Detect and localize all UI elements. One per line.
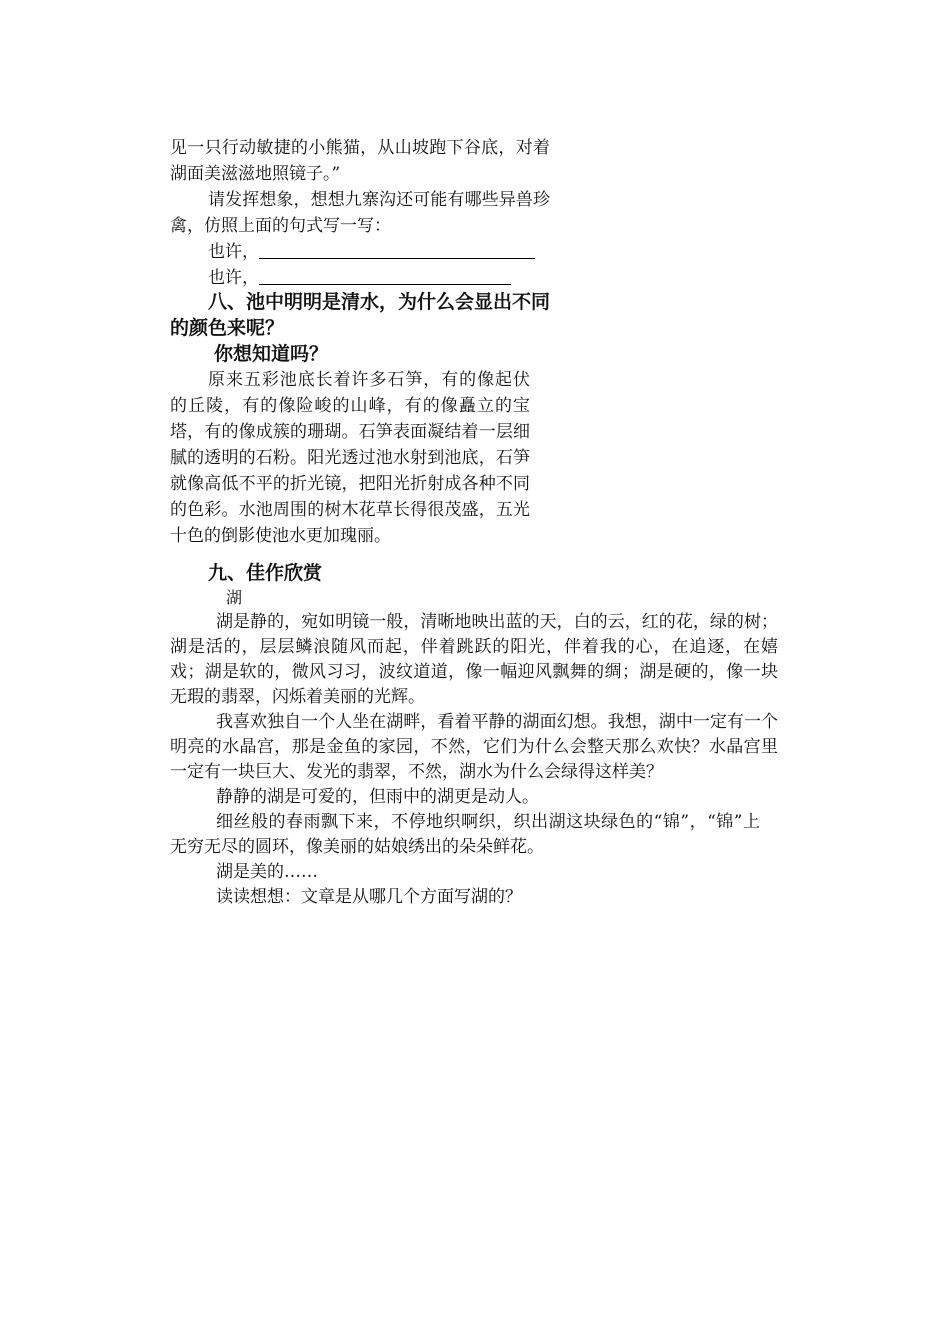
fill-blank-underline-1[interactable] [259, 240, 535, 259]
section9-heading: 九、佳作欣赏 [208, 562, 323, 584]
section8-body: 原来五彩池底长着许多石笋，有的像起伏的丘陵，有的像险峻的山峰，有的像矗立的宝塔，有的像成簇的珊瑚。石笋表面凝结着一层细腻的透明的石粉。阳光透过池水射到池底，石笋就像高低不平的折光镜，把阳光折射成各种不同的色彩。水池周围的树木花草长得很茂盛，五光十色的倒影使池水更加瑰丽。 [170, 370, 530, 546]
section9-header [170, 560, 550, 610]
essay-paragraph: 细丝般的春雨飘下来，不停地织啊织，织出湖这块绿色的“锦”，“锦”上无穷无尽的圆环，像美丽的姑娘绣出的朵朵鲜花。 [170, 812, 760, 857]
essay-paragraph: 静静的湖是可爱的，但雨中的湖更是动人。 [216, 787, 539, 807]
section7 [170, 135, 550, 291]
fill-blank-line-1 [170, 239, 550, 265]
section8-subheading: 你想知道吗？ [214, 343, 329, 365]
reading-question: 读读想想：文章是从哪几个方面写湖的？ [216, 887, 522, 907]
fill-blank-label-2: 也许， [208, 268, 259, 288]
section8 [170, 289, 550, 549]
section7-prompt: 请发挥想象，想想九寨沟还可能有哪些异兽珍禽，仿照上面的句式写一写： [170, 190, 550, 236]
section8-heading: 八、池中明明是清水，为什么会显出不同的颜色来呢？ [170, 291, 551, 339]
section7-paragraph: 见一只行动敏捷的小熊猫，从山坡跑下谷底，对着湖面美滋滋地照镜子。” [170, 138, 550, 184]
fill-blank-underline-2[interactable] [259, 266, 511, 285]
essay-paragraph: 湖是静的，宛如明镜一般，清晰地映出蓝的天，白的云，红的花，绿的树；湖是活的，层层鳞浪随风而起，伴着跳跃的阳光，伴着我的心，在追逐，在嬉戏；湖是软的，微风习习，波纹道道，像一幅迎风飘舞的绸；湖是硬的，像一块无瑕的翡翠，闪烁着美丽的光辉。 [170, 612, 778, 707]
essay-paragraph: 湖是美的…… [216, 862, 318, 882]
essay-paragraph: 我喜欢独自一个人坐在湖畔，看着平静的湖面幻想。我想，湖中一定有一个明亮的水晶宫，那是金鱼的家园，不然，它们为什么会整天那么欢快？水晶宫里一定有一块巨大、发光的翡翠，不然，湖水为什么会绿得这样美？ [170, 712, 778, 782]
essay-body [170, 610, 778, 910]
essay-title: 湖 [226, 588, 243, 607]
fill-blank-line-2 [170, 265, 550, 291]
fill-blank-label-1: 也许， [208, 242, 259, 262]
